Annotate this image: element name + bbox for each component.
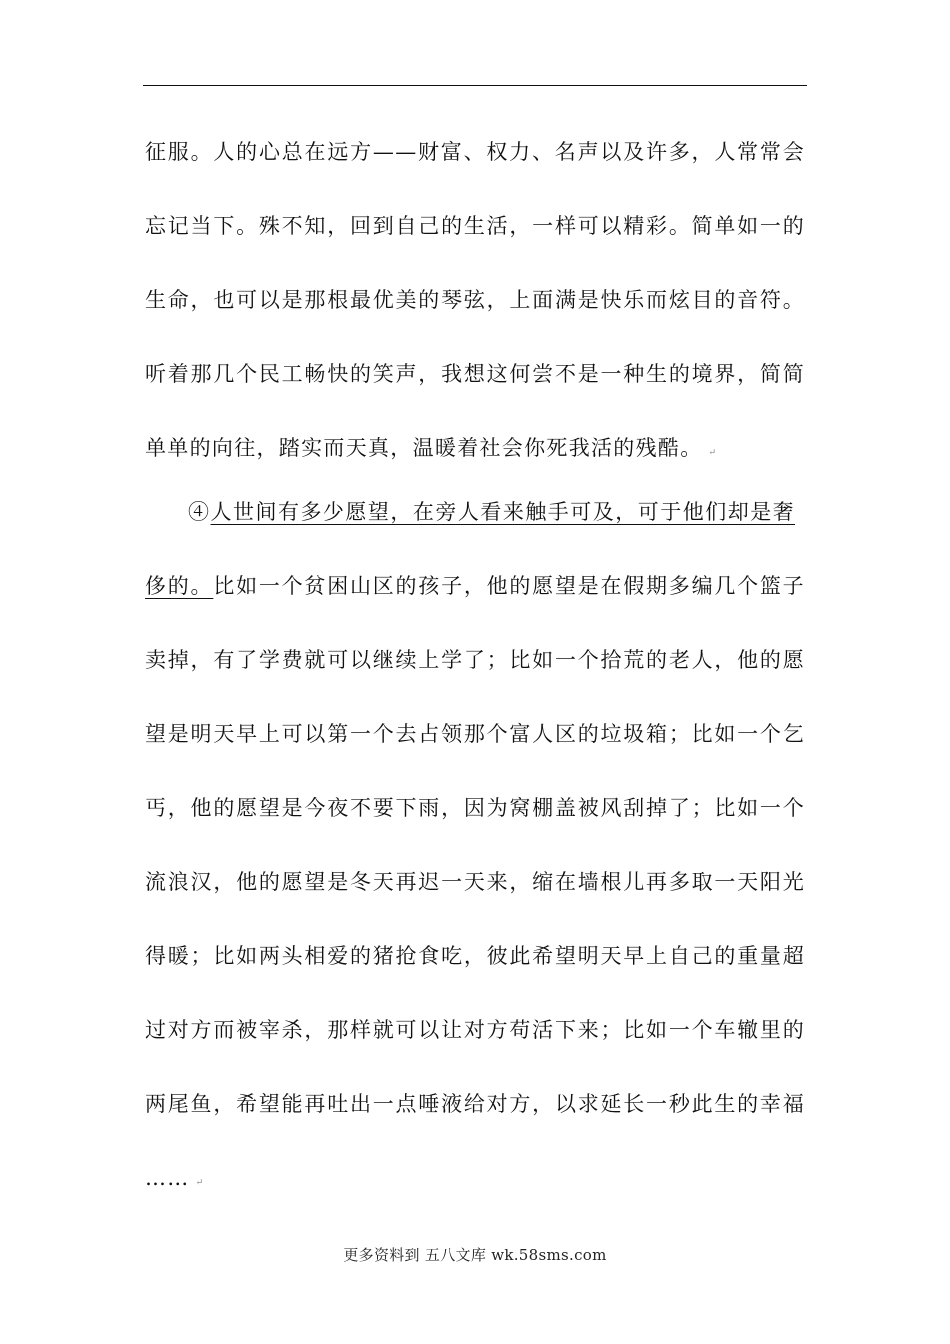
text-line-rest: 比如一个贫困山区的孩子，他的愿望是在假期多编几个篮子	[213, 574, 805, 598]
text-line	[145, 571, 805, 601]
paragraph-mark: ↵	[195, 1178, 204, 1188]
paragraph-last-line	[145, 433, 805, 468]
text-line: 卖掉，有了学费就可以继续上学了；比如一个拾荒的老人，他的愿	[145, 648, 805, 672]
text-line: 得暖；比如两头相爱的猪抢食吃，彼此希望明天早上自己的重量超	[145, 944, 805, 968]
footer-watermark: 更多资料到 五八文库 wk.58sms.com	[343, 1246, 607, 1264]
ellipsis: ……	[145, 1166, 190, 1190]
text-line: 丐，他的愿望是今夜不要下雨，因为窝棚盖被风刮掉了；比如一个	[145, 796, 805, 820]
text-line: 两尾鱼，希望能再吐出一点唾液给对方，以求延长一秒此生的幸福	[145, 1092, 805, 1116]
underlined-sentence: 人世间有多少愿望，在旁人看来触手可及，可于他们却是奢	[210, 500, 795, 524]
text-line: 征服。人的心总在远方——财富、权力、名声以及许多，人常常会	[145, 140, 805, 164]
paragraph-mark: ↵	[708, 448, 717, 458]
text-line: 望是明天早上可以第一个去占领那个富人区的垃圾箱；比如一个乞	[145, 722, 805, 746]
text-line: 流浪汉，他的愿望是冬天再迟一天来，缩在墙根儿再多取一天阳光	[145, 870, 805, 894]
paragraph-first-line	[188, 497, 795, 527]
text-line: 生命，也可以是那根最优美的琴弦，上面满是快乐而炫目的音符。	[145, 288, 805, 312]
underlined-sentence-end: 侈的。	[145, 574, 214, 598]
paragraph-last-line	[145, 1163, 805, 1198]
text-line: 忘记当下。殊不知，回到自己的生活，一样可以精彩。简单如一的	[145, 214, 805, 238]
header-rule	[143, 85, 807, 86]
text-line: 听着那几个民工畅快的笑声，我想这何尝不是一种生的境界，简简	[145, 362, 805, 386]
text-line: 单单的向往，踏实而天真，温暖着社会你死我活的残酷。	[145, 436, 703, 460]
paragraph-number: ④	[188, 500, 211, 524]
text-line: 过对方而被宰杀，那样就可以让对方苟活下来；比如一个车辙里的	[145, 1018, 805, 1042]
